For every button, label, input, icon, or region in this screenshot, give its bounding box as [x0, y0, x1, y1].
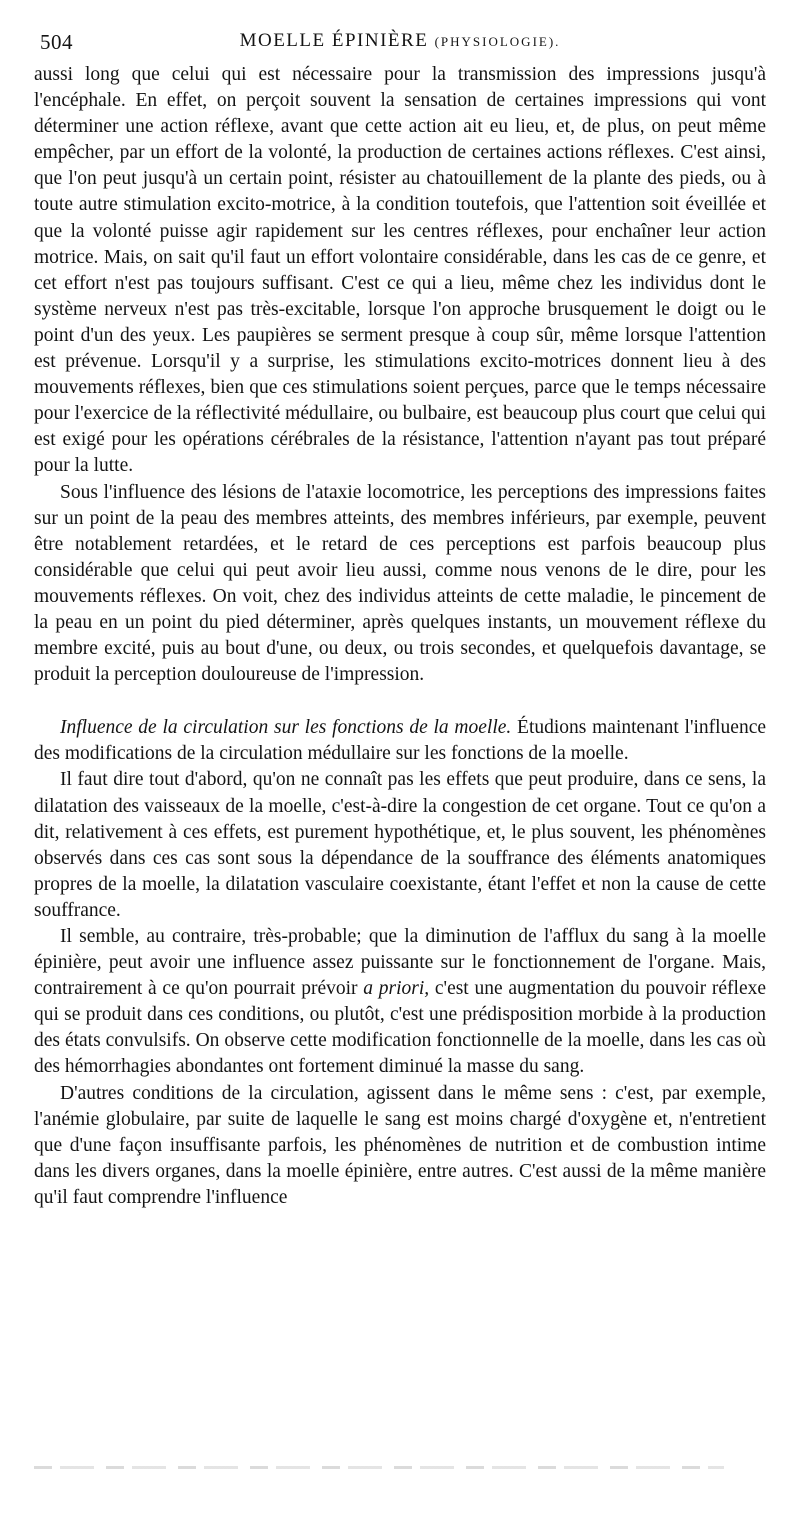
book-page — [34, 30, 766, 1211]
paragraph-congestion: Il faut dire tout d'abord, qu'on ne connaît pas les effets que peut produire, dans ce sens, la dilatation des vaisseaux de la moelle, c'est-à-dire la congestion de cet organe. Tout ce qu'on a dit, relativement à ces effets, est purement hypothétique, et, le plus souvent, les phénomènes observés dans ces cas sont sous la dépendance de la souffrance des éléments anatomiques propres de la moelle, la dilatation vasculaire coexistante, étant l'effet et non la cause de cette souffrance. — [34, 769, 766, 921]
paragraph-continued: aussi long que celui qui est nécessaire pour la transmission des impressions jusqu'à l'encéphale. En effet, on perçoit souvent la sensation de certaines impressions qui vont déterminer une action réflexe, avant que cette action ait eu lieu, et, de plus, on peut même empêcher, par un effort de la volonté, la production de certaines actions réflexes. C'est ainsi, que l'on peut jusqu'à un certain point, résister au chatouillement de la plante des pieds, ou à toute autre stimulation excito-motrice, à la condition toutefois, que l'attention soit éveillée et que la volonté puisse agir rapidement sur les centres réflexes, pour enchaîner leur action motrice. Mais, on sait qu'il faut un effort volontaire considérable, dans les cas de ce genre, et cet effort n'est pas toujours suffisant. C'est ce qui a lieu, même chez les individus dont le système nerveux n'est pas très-excitable, lorsque l'on approche brusquement le doigt ou le point d'un des yeux. Les paupières se serment presque à coup sûr, même lorsque l'attention est prévenue. Lorsqu'il y a surprise, les stimulations excito-motrices donnent lieu à des mouvements réflexes, bien que ces stimulations soient perçues, parce que le temps nécessaire pour l'exercice de la réflectivité médullaire, ou bulbaire, est beaucoup plus court que celui qui est exigé pour les opérations cérébrales de la résistance, l'attention n'ayant pas tout préparé pour la lutte. — [34, 64, 766, 477]
paragraph-anemie: D'autres conditions de la circulation, agissent dans le même sens : c'est, par exemple, l'anémie globulaire, par suite de laquelle le sang est moins chargé d'oxygène et, n'entretient que d'une façon insuffisante parfois, les phénomènes de nutrition et de combustion intime dans les divers organes, dans la moelle épinière, entre autres. C'est aussi de la même manière qu'il faut comprendre l'influence — [34, 1082, 766, 1208]
page-number: 504 — [40, 30, 73, 54]
paragraph-4-text-b: c'est une augmentation du pouvoir réflexe qui se produit dans ces conditions, ou plutôt, c'est une prédisposition morbide à la production des états convulsifs. On observe cette modification fonctionnelle de la moelle, dans les cas où des hémorrhagies abondantes ont fortement diminué la masse du sang. — [34, 978, 767, 1078]
section-heading: Influence de la circulation sur les fonctions de la moelle. — [60, 717, 512, 739]
running-title: MOELLE ÉPINIÈRE — [239, 30, 429, 51]
a-priori-term: a priori, — [363, 978, 430, 1000]
running-subtitle: (PHYSIOLOGIE). — [434, 34, 561, 49]
page-header — [34, 30, 766, 62]
paragraph-ataxie: Sous l'influence des lésions de l'ataxie locomotrice, les perceptions des impressions faites sur un point de la peau des membres atteints, des membres inférieurs, par exemple, peuvent être notablement retardées, et le retard de ces perceptions est parfois beaucoup plus considérable que celui qui peut avoir lieu aussi, comme nous venons de le dire, pour les mouvements réflexes. On voit, chez des individus atteints de cette maladie, le pincement de la peau en un point du pied déterminer, après quelques instants, un mouvement réflexe du membre excité, puis au bout d'une, ou deux, ou trois secondes, et quelquefois davantage, se produit la perception douloureuse de l'impression. — [34, 481, 766, 686]
section-intro: Étudions maintenant l'influence des modifications de la circulation médullaire sur les fonctions de la moelle. — [34, 717, 767, 765]
paragraph-4-text-a: Il semble, au contraire, très-probable; que la diminution de l'afflux du sang à la moelle épinière, peut avoir une influence assez puissante sur le fonctionnement de l'organe. Mais, contrairement à ce qu'on pourrait prévoir — [34, 926, 766, 1000]
bleed-through-noise — [34, 1466, 724, 1469]
section-paragraph — [34, 715, 766, 767]
running-head — [34, 30, 766, 52]
paragraph-diminution — [34, 924, 766, 1081]
